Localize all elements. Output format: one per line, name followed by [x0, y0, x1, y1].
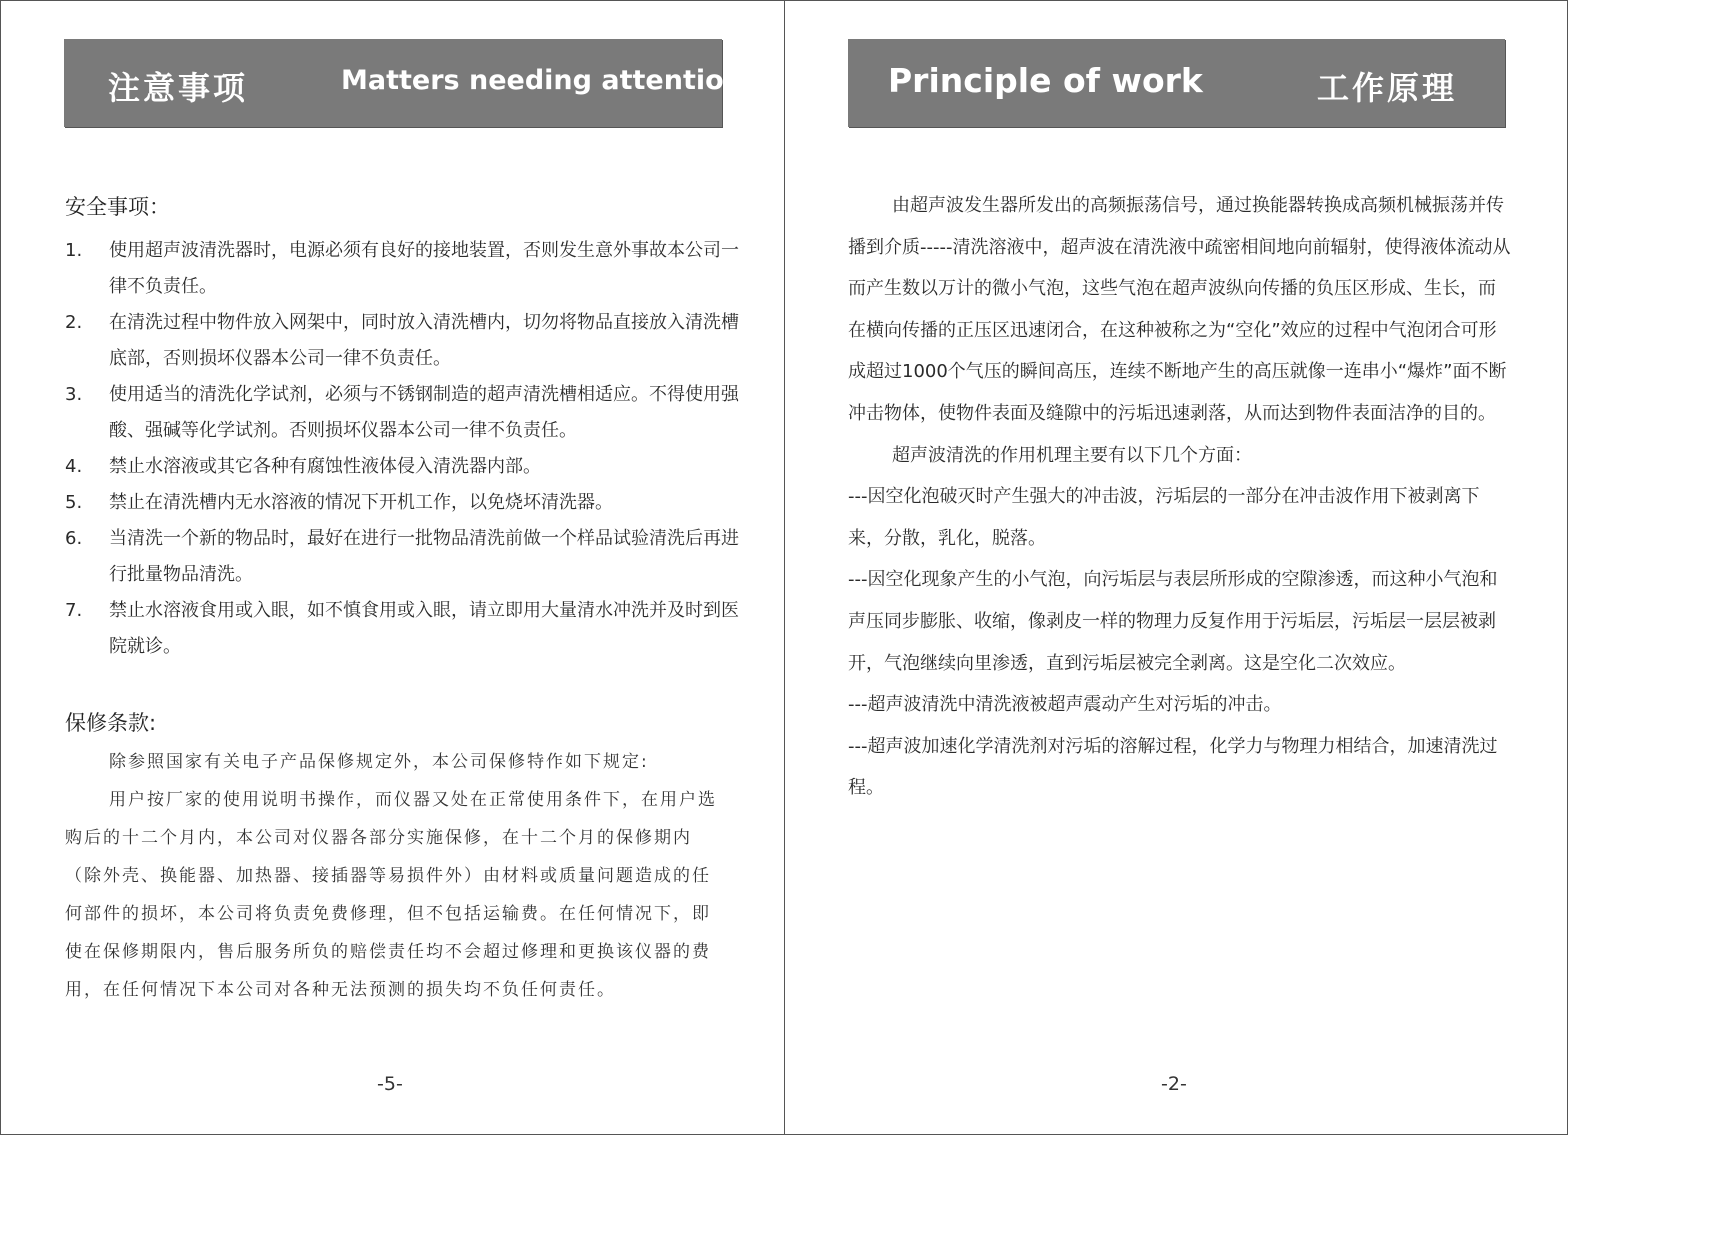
principle-paragraph: 超声波清洗的作用机理主要有以下几个方面：	[892, 444, 1252, 466]
attention-zh-title: 注意事项	[108, 69, 249, 107]
safety-item-text: 禁止在清洗槽内无水溶液的情况下开机工作，以免烧坏清洗器。	[109, 492, 613, 513]
safety-item-number: 6.	[65, 528, 83, 549]
safety-item	[65, 233, 755, 305]
safety-item	[65, 377, 755, 449]
warranty-body	[65, 743, 729, 1009]
safety-item-number: 2.	[65, 312, 83, 333]
principle-mechanism-item: ---因空化现象产生的小气泡，向污垢层与表层所形成的空隙渗透，而这种小气泡和声压同步膨胀、收缩，像剥皮一样的物理力反复作用于污垢层，污垢层一层层被剥开，气泡继续向里渗透，直到污垢层被完全剥离。这是空化二次效应。	[848, 569, 1498, 674]
principle-header-banner	[848, 39, 1505, 127]
principle-zh-title: 工作原理	[1317, 69, 1458, 107]
page-number: -5-	[377, 1073, 403, 1095]
safety-list	[65, 233, 755, 665]
safety-item-text: 禁止水溶液或其它各种有腐蚀性液体侵入清洗器内部。	[109, 456, 541, 477]
safety-item-text: 禁止水溶液食用或入眼，如不慎食用或入眼，请立即用大量清水冲洗并及时到医院就诊。	[109, 600, 739, 657]
safety-item-number: 1.	[65, 240, 83, 261]
warranty-heading: 保修条款:	[65, 711, 157, 735]
safety-item-number: 5.	[65, 492, 83, 513]
attention-en-title: Matters needing attention	[341, 65, 743, 96]
safety-item-text: 当清洗一个新的物品时，最好在进行一批物品清洗前做一个样品试验清洗后再进行批量物品清洗。	[109, 528, 739, 585]
principle-mechanism-item: ---超声波清洗中清洗液被超声震动产生对污垢的冲击。	[848, 694, 1282, 716]
safety-item-text: 在清洗过程中物件放入网架中，同时放入清洗槽内，切勿将物品直接放入清洗槽底部，否则损坏仪器本公司一律不负责任。	[109, 312, 739, 369]
safety-item	[65, 521, 755, 593]
left-page	[1, 1, 784, 1134]
right-page	[785, 1, 1567, 1134]
principle-en-title: Principle of work	[888, 61, 1203, 100]
safety-item-text: 使用超声波清洗器时，电源必须有良好的接地装置，否则发生意外事故本公司一 律不负责任。	[109, 240, 739, 297]
principle-mechanism-item: ---超声波加速化学清洗剂对污垢的溶解过程，化学力与物理力相结合，加速清洗过程。	[848, 735, 1498, 799]
safety-item-text: 使用适当的清洗化学试剂，必须与不锈钢制造的超声清洗槽相适应。不得使用强酸、强碱等化学试剂。否则损坏仪器本公司一律不负责任。	[109, 384, 739, 441]
principle-mechanism-item: ---因空化泡破灭时产生强大的冲击波，污垢层的一部分在冲击波作用下被剥离下来，分散，乳化，脱落。	[848, 486, 1480, 549]
safety-item	[65, 485, 755, 521]
attention-header-banner	[64, 39, 743, 127]
safety-item	[65, 305, 755, 377]
principle-body	[848, 185, 1513, 809]
safety-item	[65, 593, 755, 665]
safety-item-number: 4.	[65, 456, 83, 477]
warranty-paragraph: 除参照国家有关电子产品保修规定外，本公司保修特作如下规定:	[109, 752, 649, 772]
warranty-paragraph: 用户按厂家的使用说明书操作，而仪器又处在正常使用条件下，在用户选购后的十二个月内，本公司对仪器各部分实施保修，在十二个月的保修期内（除外壳、换能器、加热器、接插器等易损件外）由材料或质量问题造成的任何部件的损坏，本公司将负责免费修理，但不包括运输费。在任何情况下，即使在保修期限内，售后服务所负的赔偿责任均不会超过修理和更换该仪器的费用，在任何情况下本公司对各种无法预测的损失均不负任何责任。	[65, 790, 717, 1000]
safety-item	[65, 449, 755, 485]
page-number: -2-	[1161, 1073, 1187, 1095]
safety-item-number: 3.	[65, 384, 83, 405]
principle-paragraph: 由超声波发生器所发出的高频振荡信号，通过换能器转换成高频机械振荡并传播到介质-----清洗溶液中，超声波在清洗液中疏密相间地向前辐射，使得液体流动从而产生数以万计的微小气泡，这些气泡在超声波纵向传播的负压区形成、生长，而在横向传播的正压区迅速闭合，在这种被称之为“空化”效应的过程中气泡闭合可形成超过1000个气压的瞬间高压，连续不断地产生的高压就像一连串小“爆炸”面不断冲击物体，使物件表面及缝隙中的污垢迅速剥落，从而达到物件表面洁净的目的。	[848, 195, 1511, 424]
safety-item-number: 7.	[65, 600, 83, 621]
safety-heading: 安全事项：	[65, 195, 170, 219]
